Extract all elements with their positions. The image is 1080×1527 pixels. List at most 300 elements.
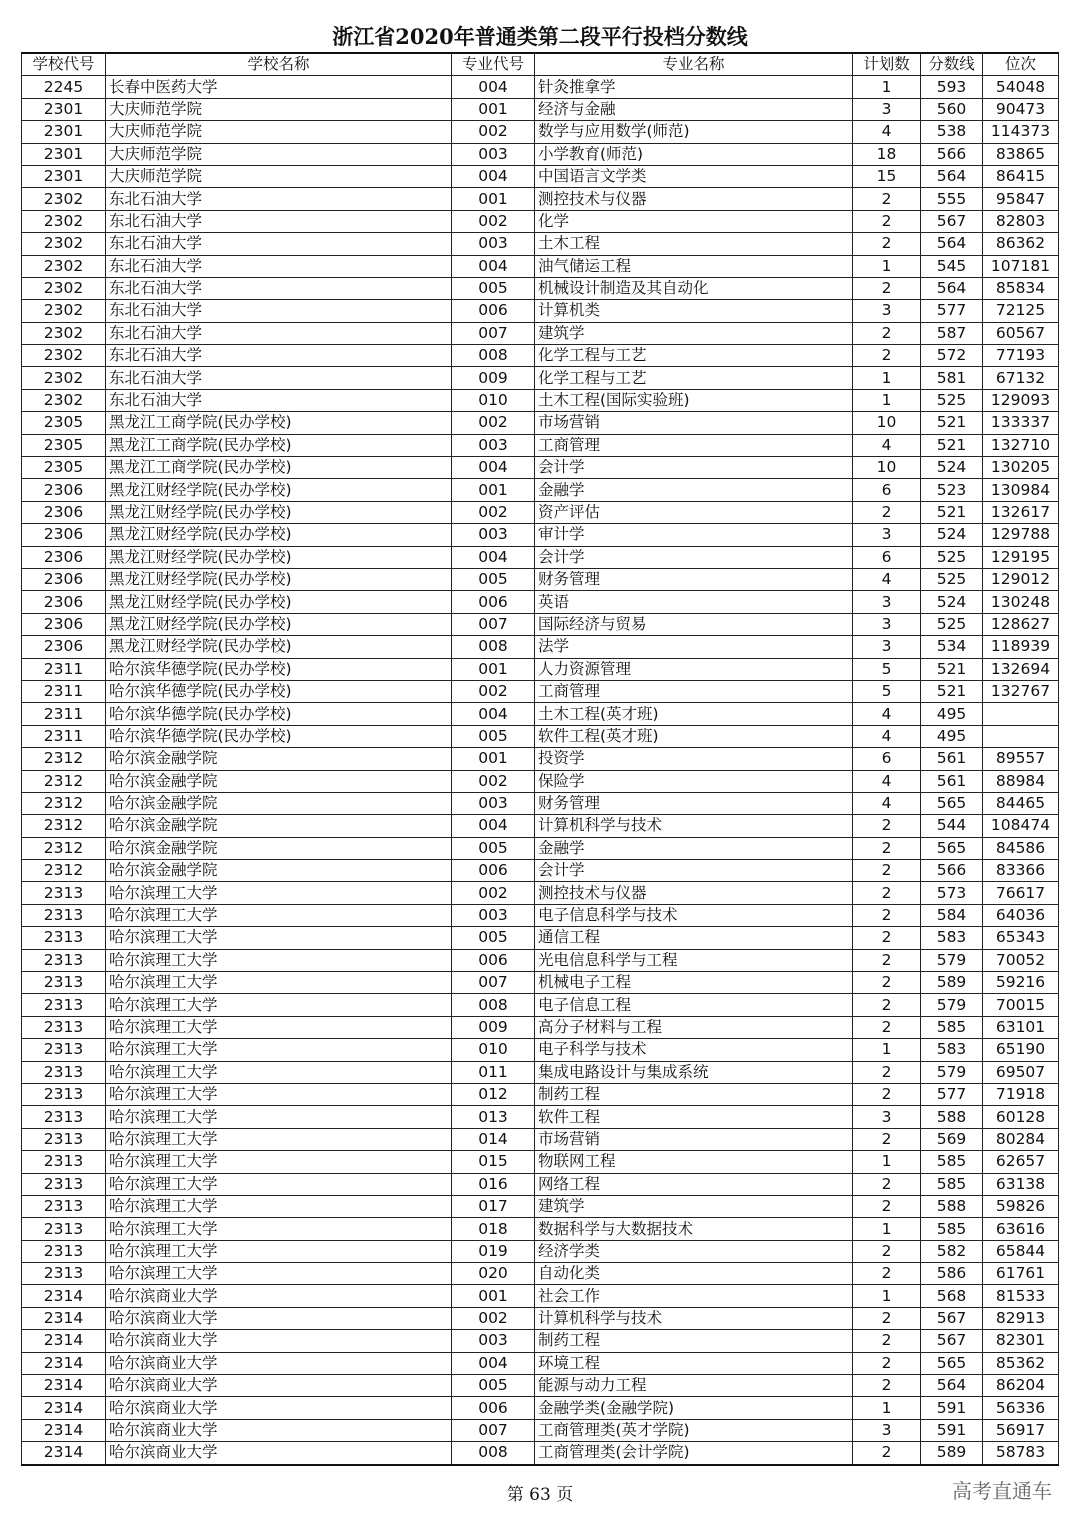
rank-cell: 132710 [983,434,1059,456]
school-code-cell: 2314 [22,1285,106,1307]
score-line-cell: 588 [921,1106,983,1128]
school-code-cell: 2306 [22,568,106,590]
rank-cell: 83865 [983,143,1059,165]
rank-cell: 65844 [983,1240,1059,1262]
score-line-cell: 565 [921,1352,983,1374]
table-row [22,1307,1059,1329]
rank-cell: 132617 [983,501,1059,523]
rank-cell: 129195 [983,546,1059,568]
plan-count-cell: 1 [853,389,921,411]
school-code-cell: 2306 [22,524,106,546]
score-line-cell: 564 [921,1375,983,1397]
table-row [22,277,1059,299]
rank-cell: 132767 [983,680,1059,702]
plan-count-cell: 1 [853,255,921,277]
school-name-cell: 哈尔滨商业大学 [106,1397,452,1419]
plan-count-cell: 2 [853,815,921,837]
rank-cell: 107181 [983,255,1059,277]
major-code-cell: 007 [452,972,535,994]
school-code-cell: 2305 [22,412,106,434]
major-name-cell: 会计学 [535,457,853,479]
major-name-cell: 金融学类(金融学院) [535,1397,853,1419]
rank-cell: 70015 [983,994,1059,1016]
school-code-cell: 2313 [22,972,106,994]
table-row [22,591,1059,613]
school-name-cell: 东北石油大学 [106,188,452,210]
score-line-cell: 524 [921,524,983,546]
plan-count-cell: 2 [853,1263,921,1285]
table-row [22,1330,1059,1352]
plan-count-cell: 6 [853,748,921,770]
major-code-cell: 004 [452,1352,535,1374]
plan-count-cell: 2 [853,1352,921,1374]
table-row [22,636,1059,658]
score-line-cell: 566 [921,143,983,165]
rank-cell: 65190 [983,1039,1059,1061]
rank-cell: 82803 [983,210,1059,232]
score-line-cell: 585 [921,1173,983,1195]
score-line-cell: 585 [921,1151,983,1173]
score-line-cell: 582 [921,1240,983,1262]
plan-count-cell: 2 [853,860,921,882]
major-name-cell: 软件工程 [535,1106,853,1128]
school-code-cell: 2312 [22,815,106,837]
score-line-cell: 555 [921,188,983,210]
plan-count-cell: 3 [853,591,921,613]
rank-cell: 114373 [983,121,1059,143]
table-row [22,680,1059,702]
plan-count-cell: 2 [853,882,921,904]
plan-count-cell: 4 [853,703,921,725]
major-name-cell: 计算机科学与技术 [535,1307,853,1329]
major-code-cell: 007 [452,613,535,635]
school-name-cell: 哈尔滨金融学院 [106,748,452,770]
major-name-cell: 网络工程 [535,1173,853,1195]
school-name-cell: 东北石油大学 [106,322,452,344]
major-code-cell: 019 [452,1240,535,1262]
school-code-cell: 2313 [22,882,106,904]
plan-count-cell: 6 [853,546,921,568]
school-name-cell: 东北石油大学 [106,210,452,232]
school-code-cell: 2305 [22,434,106,456]
rank-cell: 95847 [983,188,1059,210]
score-line-cell: 579 [921,949,983,971]
school-name-cell: 哈尔滨金融学院 [106,792,452,814]
rank-cell: 82301 [983,1330,1059,1352]
major-name-cell: 软件工程(英才班) [535,725,853,747]
rank-cell: 85362 [983,1352,1059,1374]
school-code-cell: 2301 [22,98,106,120]
plan-count-cell: 2 [853,904,921,926]
header-major-code: 专业代号 [452,53,535,76]
major-name-cell: 土木工程 [535,233,853,255]
score-line-cell: 525 [921,613,983,635]
school-code-cell: 2313 [22,1263,106,1285]
major-name-cell: 工商管理类(会计学院) [535,1442,853,1465]
rank-cell: 128627 [983,613,1059,635]
rank-cell [983,725,1059,747]
score-line-cell: 589 [921,1442,983,1465]
table-row [22,972,1059,994]
school-code-cell: 2311 [22,680,106,702]
major-name-cell: 经济学类 [535,1240,853,1262]
major-code-cell: 003 [452,1330,535,1352]
major-code-cell: 002 [452,412,535,434]
plan-count-cell: 2 [853,1016,921,1038]
school-code-cell: 2311 [22,703,106,725]
table-row [22,143,1059,165]
major-code-cell: 005 [452,927,535,949]
major-name-cell: 化学工程与工艺 [535,345,853,367]
major-code-cell: 002 [452,680,535,702]
plan-count-cell: 1 [853,1285,921,1307]
header-school-code: 学校代号 [22,53,106,76]
plan-count-cell: 3 [853,1419,921,1441]
major-name-cell: 能源与动力工程 [535,1375,853,1397]
school-code-cell: 2301 [22,121,106,143]
major-name-cell: 保险学 [535,770,853,792]
school-code-cell: 2314 [22,1330,106,1352]
plan-count-cell: 5 [853,680,921,702]
school-name-cell: 黑龙江工商学院(民办学校) [106,434,452,456]
plan-count-cell: 2 [853,837,921,859]
score-line-cell: 585 [921,1218,983,1240]
score-line-cell: 566 [921,860,983,882]
major-name-cell: 审计学 [535,524,853,546]
table-row [22,1285,1059,1307]
rank-cell: 67132 [983,367,1059,389]
plan-count-cell: 3 [853,636,921,658]
rank-cell: 88984 [983,770,1059,792]
school-name-cell: 东北石油大学 [106,233,452,255]
table-row [22,1151,1059,1173]
score-line-cell: 534 [921,636,983,658]
score-line-cell: 581 [921,367,983,389]
rank-cell: 69507 [983,1061,1059,1083]
school-name-cell: 哈尔滨理工大学 [106,1083,452,1105]
plan-count-cell: 2 [853,927,921,949]
major-code-cell: 002 [452,882,535,904]
school-name-cell: 黑龙江财经学院(民办学校) [106,613,452,635]
major-code-cell: 008 [452,636,535,658]
school-code-cell: 2314 [22,1397,106,1419]
major-code-cell: 001 [452,658,535,680]
table-row [22,882,1059,904]
school-code-cell: 2313 [22,927,106,949]
school-code-cell: 2302 [22,255,106,277]
table-row [22,98,1059,120]
major-code-cell: 006 [452,860,535,882]
score-line-cell: 561 [921,748,983,770]
major-code-cell: 004 [452,165,535,187]
major-name-cell: 光电信息科学与工程 [535,949,853,971]
school-name-cell: 哈尔滨理工大学 [106,994,452,1016]
rank-cell: 59826 [983,1195,1059,1217]
score-line-cell: 564 [921,165,983,187]
table-row [22,994,1059,1016]
header-school-name: 学校名称 [106,53,452,76]
major-code-cell: 012 [452,1083,535,1105]
plan-count-cell: 2 [853,1375,921,1397]
rank-cell: 132694 [983,658,1059,680]
plan-count-cell: 2 [853,972,921,994]
score-line-cell: 587 [921,322,983,344]
major-code-cell: 005 [452,725,535,747]
major-code-cell: 016 [452,1173,535,1195]
major-name-cell: 针灸推拿学 [535,76,853,98]
table-row [22,927,1059,949]
school-code-cell: 2312 [22,792,106,814]
table-row [22,613,1059,635]
score-line-cell: 495 [921,725,983,747]
score-line-cell: 569 [921,1128,983,1150]
school-name-cell: 哈尔滨商业大学 [106,1352,452,1374]
school-name-cell: 东北石油大学 [106,367,452,389]
table-row [22,1173,1059,1195]
rank-cell: 60567 [983,322,1059,344]
school-name-cell: 哈尔滨理工大学 [106,1151,452,1173]
score-line-cell: 524 [921,591,983,613]
major-code-cell: 006 [452,1397,535,1419]
plan-count-cell: 2 [853,210,921,232]
plan-count-cell: 1 [853,1039,921,1061]
table-row [22,860,1059,882]
school-name-cell: 哈尔滨理工大学 [106,1106,452,1128]
score-line-cell: 577 [921,300,983,322]
school-code-cell: 2313 [22,1173,106,1195]
score-line-cell: 568 [921,1285,983,1307]
plan-count-cell: 10 [853,412,921,434]
admission-score-table [21,52,1059,1466]
plan-count-cell: 4 [853,568,921,590]
rank-cell: 59216 [983,972,1059,994]
table-row [22,904,1059,926]
table-row [22,1352,1059,1374]
school-code-cell: 2313 [22,1016,106,1038]
school-name-cell: 黑龙江财经学院(民办学校) [106,591,452,613]
major-code-cell: 020 [452,1263,535,1285]
plan-count-cell: 4 [853,725,921,747]
major-name-cell: 工商管理 [535,434,853,456]
score-line-cell: 560 [921,98,983,120]
school-code-cell: 2313 [22,1240,106,1262]
score-line-cell: 495 [921,703,983,725]
major-name-cell: 市场营销 [535,412,853,434]
major-name-cell: 自动化类 [535,1263,853,1285]
major-code-cell: 001 [452,188,535,210]
school-name-cell: 东北石油大学 [106,345,452,367]
school-name-cell: 哈尔滨理工大学 [106,1039,452,1061]
school-code-cell: 2312 [22,860,106,882]
major-name-cell: 环境工程 [535,1352,853,1374]
school-code-cell: 2313 [22,1218,106,1240]
table-row [22,1128,1059,1150]
table-header-row [22,53,1059,76]
score-line-cell: 523 [921,479,983,501]
rank-cell: 118939 [983,636,1059,658]
plan-count-cell: 1 [853,367,921,389]
school-name-cell: 哈尔滨理工大学 [106,1173,452,1195]
rank-cell: 56336 [983,1397,1059,1419]
rank-cell: 65343 [983,927,1059,949]
table-row [22,1083,1059,1105]
rank-cell: 81533 [983,1285,1059,1307]
school-name-cell: 哈尔滨华德学院(民办学校) [106,658,452,680]
major-name-cell: 机械电子工程 [535,972,853,994]
rank-cell: 80284 [983,1128,1059,1150]
score-line-cell: 521 [921,680,983,702]
table-row [22,815,1059,837]
school-code-cell: 2306 [22,613,106,635]
table-row [22,770,1059,792]
major-name-cell: 市场营销 [535,1128,853,1150]
school-code-cell: 2302 [22,188,106,210]
major-name-cell: 数据科学与大数据技术 [535,1218,853,1240]
major-code-cell: 001 [452,748,535,770]
table-row [22,1016,1059,1038]
school-name-cell: 哈尔滨商业大学 [106,1375,452,1397]
rank-cell: 63138 [983,1173,1059,1195]
major-code-cell: 003 [452,434,535,456]
major-code-cell: 013 [452,1106,535,1128]
table-row [22,1419,1059,1441]
plan-count-cell: 2 [853,1330,921,1352]
header-score-line: 分数线 [921,53,983,76]
major-name-cell: 国际经济与贸易 [535,613,853,635]
major-name-cell: 化学工程与工艺 [535,367,853,389]
rank-cell: 84465 [983,792,1059,814]
school-code-cell: 2302 [22,277,106,299]
major-name-cell: 社会工作 [535,1285,853,1307]
school-name-cell: 哈尔滨理工大学 [106,1240,452,1262]
plan-count-cell: 4 [853,434,921,456]
table-row [22,1106,1059,1128]
rank-cell: 60128 [983,1106,1059,1128]
major-code-cell: 003 [452,904,535,926]
score-line-cell: 538 [921,121,983,143]
major-code-cell: 006 [452,300,535,322]
major-code-cell: 008 [452,345,535,367]
school-name-cell: 哈尔滨华德学院(民办学校) [106,725,452,747]
school-code-cell: 2311 [22,658,106,680]
score-line-cell: 584 [921,904,983,926]
header-rank: 位次 [983,53,1059,76]
major-name-cell: 集成电路设计与集成系统 [535,1061,853,1083]
plan-count-cell: 2 [853,322,921,344]
major-code-cell: 006 [452,949,535,971]
table-row [22,792,1059,814]
table-row [22,546,1059,568]
major-name-cell: 财务管理 [535,792,853,814]
table-row [22,501,1059,523]
table-row [22,121,1059,143]
rank-cell: 62657 [983,1151,1059,1173]
major-code-cell: 017 [452,1195,535,1217]
rank-cell [983,703,1059,725]
major-name-cell: 测控技术与仪器 [535,882,853,904]
rank-cell: 63101 [983,1016,1059,1038]
major-code-cell: 018 [452,1218,535,1240]
school-code-cell: 2245 [22,76,106,98]
major-name-cell: 通信工程 [535,927,853,949]
table-row [22,434,1059,456]
school-name-cell: 哈尔滨金融学院 [106,837,452,859]
score-line-cell: 564 [921,277,983,299]
score-line-cell: 525 [921,568,983,590]
major-code-cell: 002 [452,210,535,232]
score-line-cell: 583 [921,927,983,949]
major-name-cell: 人力资源管理 [535,658,853,680]
school-code-cell: 2313 [22,994,106,1016]
major-code-cell: 003 [452,143,535,165]
plan-count-cell: 1 [853,76,921,98]
rank-cell: 58783 [983,1442,1059,1465]
major-name-cell: 投资学 [535,748,853,770]
major-name-cell: 小学教育(师范) [535,143,853,165]
plan-count-cell: 2 [853,949,921,971]
school-name-cell: 哈尔滨理工大学 [106,904,452,926]
plan-count-cell: 10 [853,457,921,479]
rank-cell: 84586 [983,837,1059,859]
school-name-cell: 哈尔滨理工大学 [106,972,452,994]
plan-count-cell: 1 [853,1151,921,1173]
major-code-cell: 008 [452,1442,535,1465]
table-row [22,1263,1059,1285]
major-code-cell: 004 [452,76,535,98]
score-line-cell: 561 [921,770,983,792]
table-row [22,76,1059,98]
table-row [22,1061,1059,1083]
school-code-cell: 2313 [22,1195,106,1217]
plan-count-cell: 18 [853,143,921,165]
school-code-cell: 2313 [22,1128,106,1150]
table-row [22,255,1059,277]
major-code-cell: 003 [452,233,535,255]
score-line-cell: 586 [921,1263,983,1285]
score-line-cell: 579 [921,994,983,1016]
major-code-cell: 006 [452,591,535,613]
school-name-cell: 哈尔滨理工大学 [106,1195,452,1217]
major-name-cell: 金融学 [535,837,853,859]
major-name-cell: 土木工程(国际实验班) [535,389,853,411]
watermark: 高考直通车 [952,1479,1052,1503]
school-name-cell: 哈尔滨商业大学 [106,1307,452,1329]
score-line-cell: 593 [921,76,983,98]
table-row [22,1375,1059,1397]
school-code-cell: 2314 [22,1419,106,1441]
major-name-cell: 工商管理类(英才学院) [535,1419,853,1441]
rank-cell: 108474 [983,815,1059,837]
school-code-cell: 2313 [22,1039,106,1061]
major-name-cell: 机械设计制造及其自动化 [535,277,853,299]
school-code-cell: 2306 [22,501,106,523]
table-row [22,457,1059,479]
school-name-cell: 黑龙江工商学院(民办学校) [106,457,452,479]
school-code-cell: 2302 [22,233,106,255]
school-name-cell: 大庆师范学院 [106,143,452,165]
major-name-cell: 电子信息科学与技术 [535,904,853,926]
major-name-cell: 计算机科学与技术 [535,815,853,837]
major-name-cell: 化学 [535,210,853,232]
score-line-cell: 524 [921,457,983,479]
school-name-cell: 哈尔滨理工大学 [106,882,452,904]
major-name-cell: 会计学 [535,860,853,882]
score-line-cell: 588 [921,1195,983,1217]
score-line-cell: 577 [921,1083,983,1105]
major-code-cell: 009 [452,1016,535,1038]
school-code-cell: 2314 [22,1442,106,1465]
school-name-cell: 哈尔滨商业大学 [106,1442,452,1465]
